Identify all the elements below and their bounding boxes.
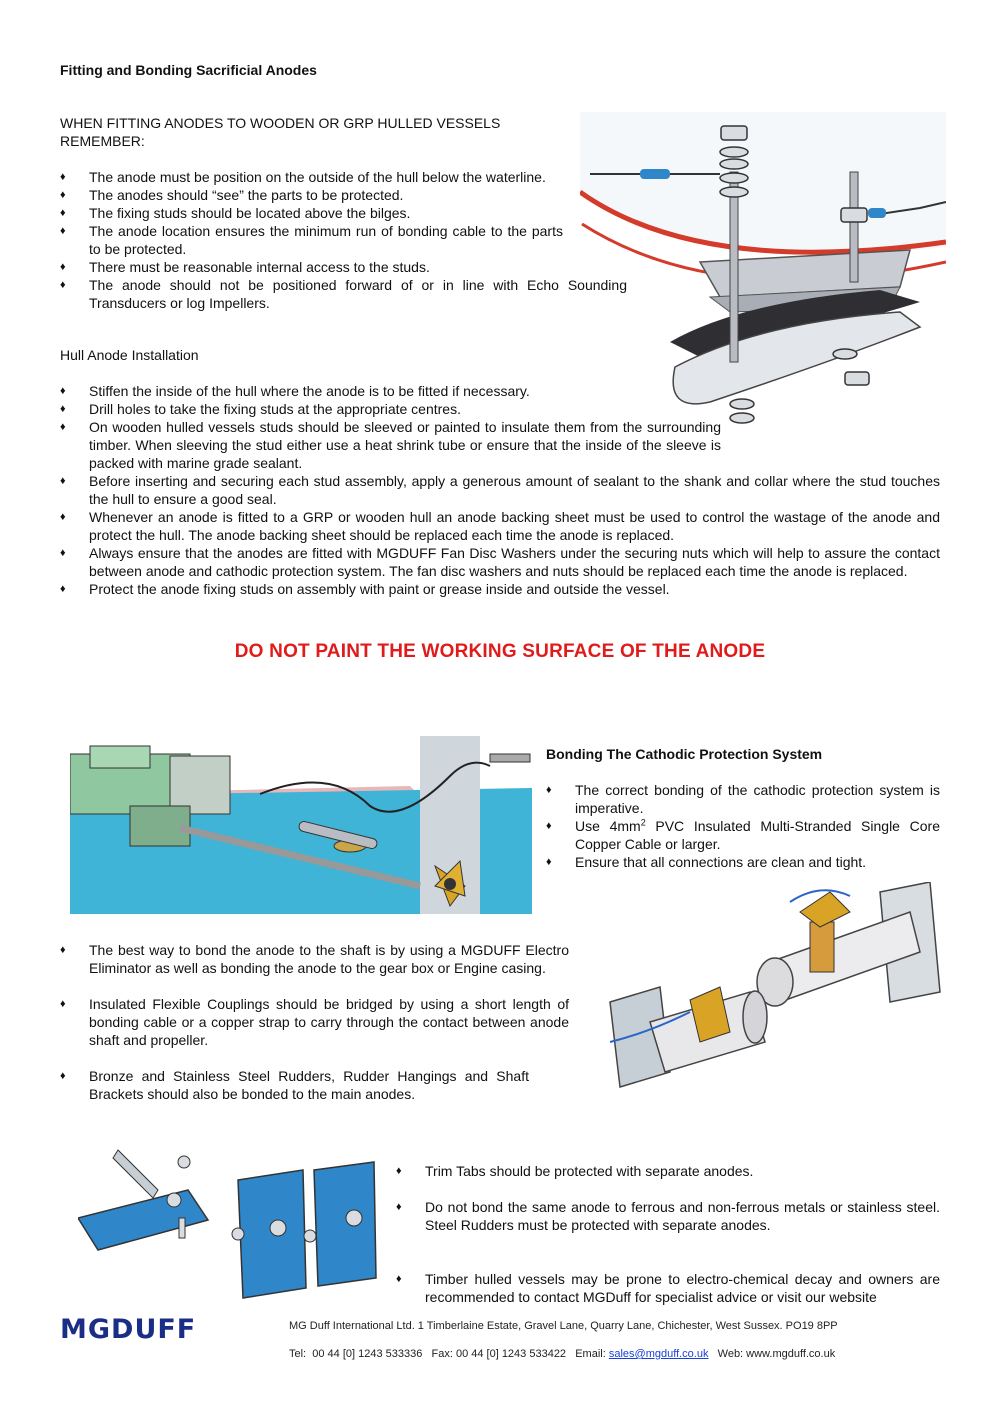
list-item: ♦ Before inserting and securing each stud assembly, apply a generous amount of sealant to the shank and collar where the stud touches the hull to ensure a good seal. <box>60 472 940 508</box>
engine-shaft-illustration <box>70 736 532 914</box>
mgduff-logo: MGDUFF <box>60 1314 197 1345</box>
list-item: ♦ There must be reasonable internal access to the studs. <box>60 258 563 276</box>
trim-tab-list <box>396 1162 940 1306</box>
list-item: ♦ Always ensure that the anodes are fitted with MGDUFF Fan Disc Washers under the securing nuts which will help to assure the contact between anode and cathodic protection system. The fan disc washers and nuts should be replaced each time the anode is replaced. <box>60 544 940 580</box>
intro-heading-line-1: WHEN FITTING ANODES TO WOODEN OR GRP HULLED VESSELS <box>60 115 501 131</box>
installation-heading: Hull Anode Installation <box>60 347 199 363</box>
list-item: ♦ The anodes should “see” the parts to be protected. <box>60 186 563 204</box>
cable-spec-post: PVC Insulated Multi-Stranded Single Core Copper Cable or larger. <box>575 818 940 852</box>
page-title: Fitting and Bonding Sacrificial Anodes <box>60 62 317 78</box>
list-item: ♦ Timber hulled vessels may be prone to electro-chemical decay and owners are recommended to contact MGDuff for specialist advice or visit our website <box>396 1270 940 1306</box>
list-item: ♦ Bronze and Stainless Steel Rudders, Rudder Hangings and Shaft Brackets should also be bonded to the main anodes. <box>60 1067 529 1103</box>
intro-heading <box>60 114 580 150</box>
footer-contact <box>289 1348 835 1360</box>
list-item: ♦ Whenever an anode is fitted to a GRP or wooden hull an anode backing sheet must be used to control the wastage of the anode and protect the hull. The anode backing sheet should be replaced each time the anode is replaced. <box>60 508 940 544</box>
list-item: ♦ Protect the anode fixing studs on assembly with paint or grease inside and outside the vessel. <box>60 580 940 598</box>
list-item <box>546 817 940 853</box>
footer-address: MG Duff International Ltd. 1 Timberlaine Estate, Gravel Lane, Quarry Lane, Chichester, West Sussex. PO19 8PP <box>289 1320 838 1332</box>
warning-banner: DO NOT PAINT THE WORKING SURFACE OF THE ANODE <box>234 641 766 662</box>
cable-spec-sup: 2 <box>640 817 646 828</box>
list-item: ♦ Do not bond the same anode to ferrous and non-ferrous metals or stainless steel. Steel Rudders must be protected with separate anodes. <box>396 1198 940 1234</box>
footer-contact-prefix: Tel: 00 44 [0] 1243 533336 Fax: 00 44 [0] 1243 533422 Email: <box>289 1348 609 1360</box>
list-item: ♦ Drill holes to take the fixing studs at the appropriate centres. <box>60 400 940 418</box>
bonding-heading: Bonding The Cathodic Protection System <box>546 746 823 762</box>
footer-web: Web: www.mgduff.co.uk <box>708 1348 836 1360</box>
trim-tab-illustration <box>78 1140 378 1302</box>
shaft-bonding-list <box>60 941 569 1103</box>
list-item: ♦ Ensure that all connections are clean and tight. <box>546 853 940 871</box>
list-item: ♦ The fixing studs should be located above the bilges. <box>60 204 563 222</box>
list-item: ♦ Insulated Flexible Couplings should be bridged by using a short length of bonding cable or a copper strap to carry through the contact between anode shaft and propeller. <box>60 995 569 1049</box>
list-item: ♦ Trim Tabs should be protected with separate anodes. <box>396 1162 940 1180</box>
list-item: ♦ The anode location ensures the minimum run of bonding cable to the parts to be protected. <box>60 222 563 258</box>
list-item: ♦ Stiffen the inside of the hull where the anode is to be fitted if necessary. <box>60 382 940 400</box>
intro-list <box>60 168 627 312</box>
intro-heading-line-2: REMEMBER: <box>60 133 145 149</box>
electro-eliminator-illustration <box>590 882 954 1092</box>
list-item: ♦ The best way to bond the anode to the shaft is by using a MGDUFF Electro Eliminator as well as bonding the anode to the gear box or Engine casing. <box>60 941 569 977</box>
list-item: ♦ The anode should not be positioned forward of or in line with Echo Sounding Transducers or log Impellers. <box>60 276 627 312</box>
installation-list <box>60 382 940 598</box>
bonding-list <box>546 781 940 871</box>
cable-spec-pre: Use 4mm <box>575 818 641 834</box>
email-link[interactable]: sales@mgduff.co.uk <box>608 1348 709 1360</box>
list-item: ♦ On wooden hulled vessels studs should be sleeved or painted to insulate them from the surrounding timber. When sleeving the stud either use a heat shrink tube or ensure that the inside of the sleeve is packed with marine grade sealant. <box>60 418 721 472</box>
list-item: ♦ The correct bonding of the cathodic protection system is imperative. <box>546 781 940 817</box>
list-item: ♦ The anode must be position on the outside of the hull below the waterline. <box>60 168 563 186</box>
